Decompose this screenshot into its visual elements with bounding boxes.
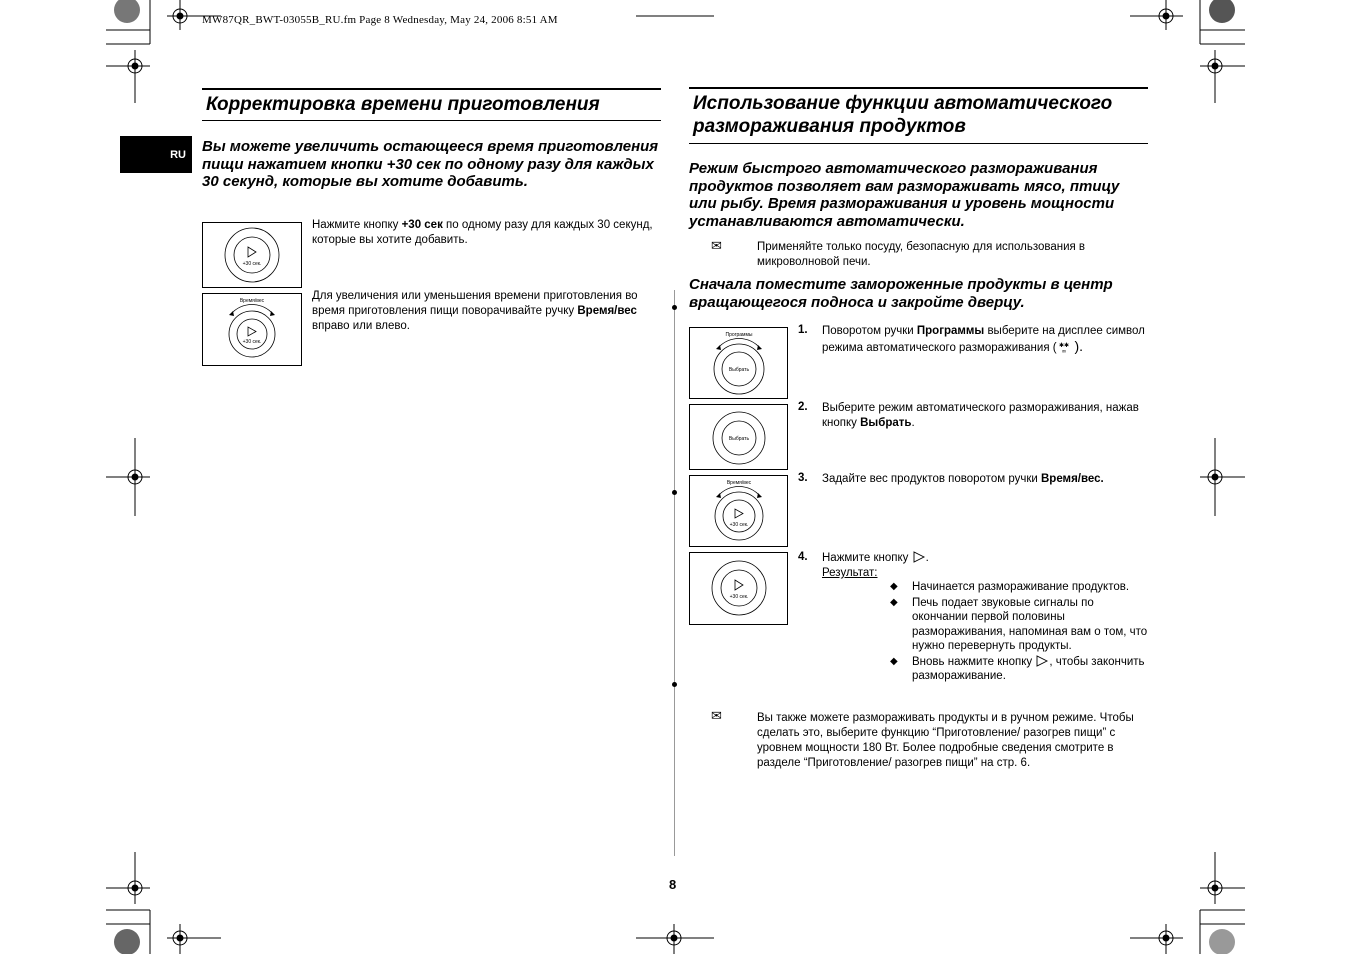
left-section-title: Корректировка времени приготовления [202, 88, 661, 121]
right-step4-text: Нажмите кнопку . [822, 552, 929, 564]
select-button-illustration [689, 404, 788, 470]
list-item: ◆ Печь подает звуковые сигналы по окончании первой половины размораживания, напоминая вам о том, что нужно перевернуть продукты. [890, 596, 1148, 652]
defrost-symbol-icon [1057, 341, 1071, 353]
svg-text:∞: ∞ [1061, 348, 1067, 353]
list-item: ◆ Вновь нажмите кнопку , чтобы закончить размораживание. [890, 655, 1145, 682]
svg-text:Выбрать: Выбрать [728, 436, 750, 442]
diamond-bullet-icon: ◆ [890, 596, 898, 608]
svg-text:✱✱: ✱✱ [1058, 342, 1069, 349]
column-divider [674, 290, 675, 856]
list-item: ◆ Начинается размораживание продуктов. [890, 581, 1130, 593]
time-weight-knob-illustration [202, 293, 302, 366]
right-section-title: Использование функции автоматического размораживания продуктов [689, 87, 1148, 144]
svg-text:Выбрать: Выбрать [728, 367, 750, 373]
left-lead-text: Вы можете увеличить остающееся время приготовления пищи нажатием кнопки +30 сек по одному разу для каждых 30 секунд, которые вы хотите добавить. [202, 138, 659, 190]
note-icon: ✉ [711, 708, 722, 723]
right-note1: Применяйте только посуду, безопасную для использования в микроволновой печи. [757, 241, 1086, 268]
language-tab: RU [120, 136, 192, 173]
file-info-line: MW87QR_BWT-03055B_RU.fm Page 8 Wednesday, May 24, 2006 8:51 AM [202, 14, 558, 26]
step-number: 1. [798, 324, 808, 336]
right-lead-text: Режим быстрого автоматического размораживания продуктов позволяет вам размораживать мясо, птицу или рыбу. Время размораживания и уровень мощности устанавливаются автоматически. [689, 160, 1120, 230]
right-step3-text: Задайте вес продуктов поворотом ручки Время/вес. [822, 473, 1104, 485]
step-number: 3. [798, 472, 808, 484]
time-weight-knob-illustration-2 [689, 475, 788, 547]
right-lead2-text: Сначала поместите замороженные продукты в центр вращающегося подноса и закройте дверцу. [689, 276, 1113, 311]
plus30-button-illustration [202, 222, 302, 288]
left-step1-text: Нажмите кнопку +30 сек по одному разу для каждых 30 секунд, которые вы хотите добавить. [312, 219, 653, 246]
divider-dot [672, 305, 677, 310]
svg-text:Программы: Программы [725, 332, 753, 338]
right-step1-text: Поворотом ручки Программы выберите на дисплее символ режима автоматического размораживания ( ✱✱ ∞ ). [822, 325, 1145, 354]
step-number: 2. [798, 401, 808, 413]
svg-text:+30 сек.: +30 сек. [729, 594, 749, 600]
diamond-bullet-icon: ◆ [890, 581, 898, 592]
page-number: 8 [669, 877, 677, 892]
illus-label: +30 сек. [242, 261, 262, 267]
diamond-bullet-icon: ◆ [890, 655, 898, 667]
right-step2-text: Выберите режим автоматического размораживания, нажав кнопку Выбрать. [822, 402, 1139, 429]
divider-dot [672, 682, 677, 687]
note-icon: ✉ [711, 238, 722, 253]
svg-text:+30 сек.: +30 сек. [729, 522, 749, 528]
start-button-illustration [689, 552, 788, 625]
step-number: 4. [798, 551, 808, 563]
start-triangle-icon [912, 551, 926, 563]
right-note2: Вы также можете размораживать продукты и в ручном режиме. Чтобы сделать это, выберите функцию “Приготовление/ разогрев пищи” с уровнем мощности 180 Вт. Более подробные сведения смотрите в разделе “Приготовление/ разогрев пищи” на стр. 6. [757, 712, 1134, 769]
programs-knob-illustration [689, 327, 788, 399]
result-list [890, 580, 1152, 684]
svg-text:+30 сек.: +30 сек. [242, 339, 262, 345]
result-label: Результат: [822, 567, 878, 579]
illus-top-label: Время/вес [239, 298, 265, 304]
divider-dot [672, 490, 677, 495]
svg-text:Время/вес: Время/вес [726, 480, 752, 486]
start-triangle-icon [1035, 655, 1049, 667]
left-step2-text: Для увеличения или уменьшения времени приготовления во время приготовления пищи поворачивайте ручку Время/вес вправо или влево. [312, 290, 638, 332]
